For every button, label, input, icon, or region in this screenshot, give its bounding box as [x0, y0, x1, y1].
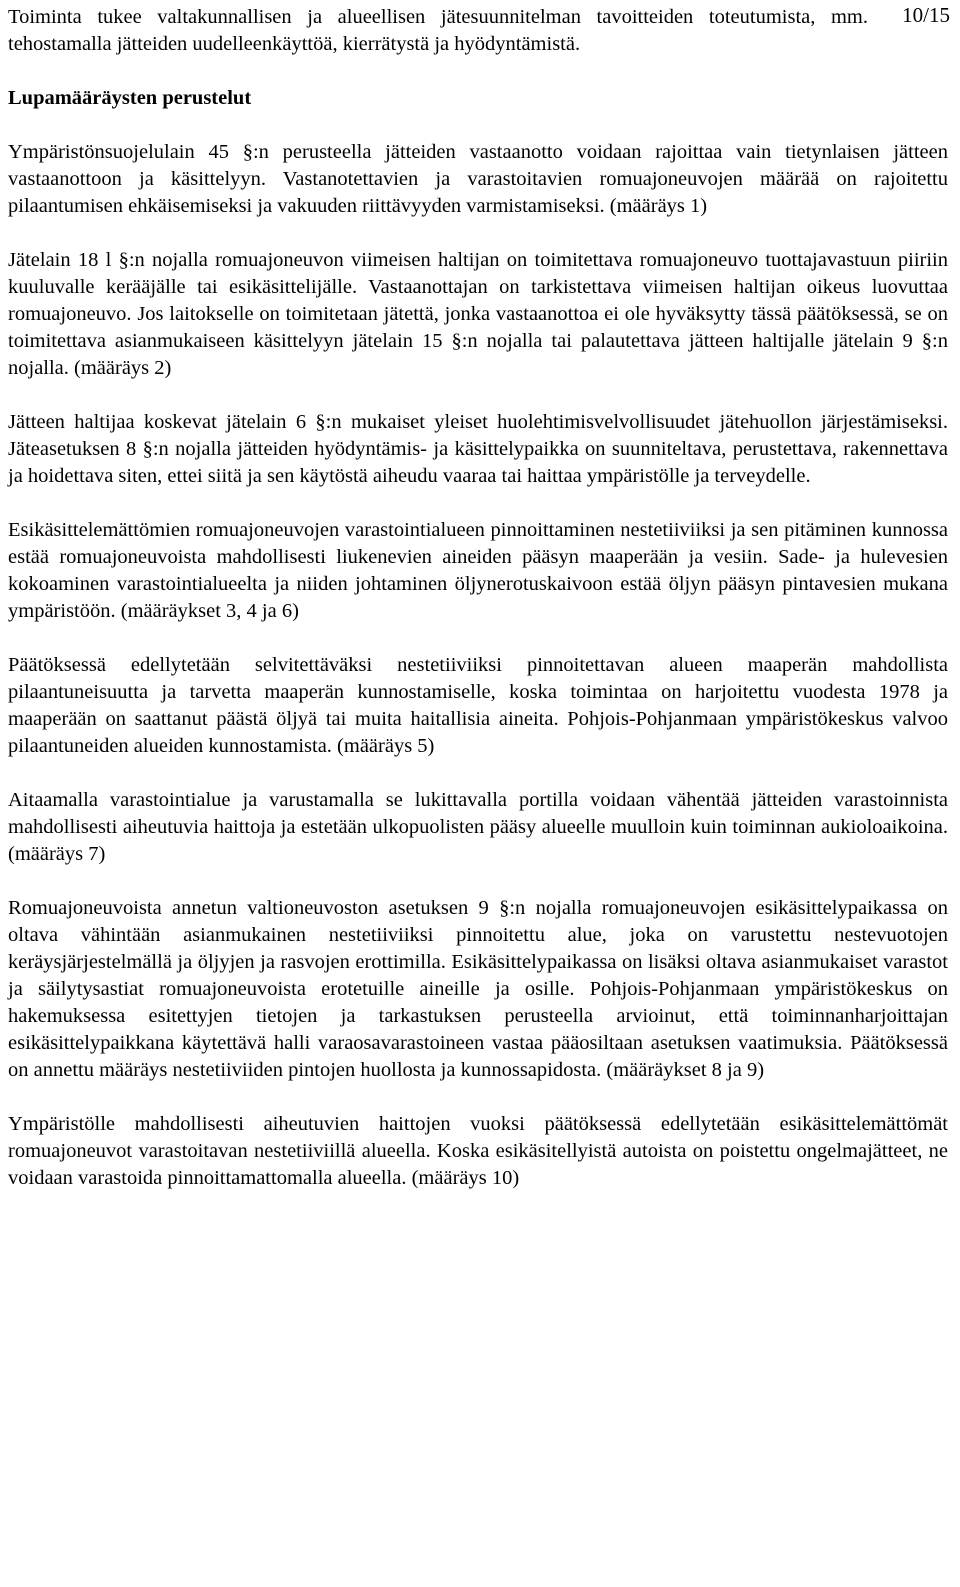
paragraph-2: Jätelain 18 l §:n nojalla romuajoneuvon viimeisen haltijan on toimitettava romuajoneuvo tuottajavastuun piiriin kuuluvalle kerääjälle tai esikäsittelijälle. Vastaanottajan on tarkistettava viimeisen haltijan oikeus luovuttaa romuajoneuvo. Jos laitokselle on toimitetaan jätettä, jonka vastaanottoa ei ole hyväksytty tässä päätöksessä, se on toimitettava asianmukaiseen käsittelyyn jätelain 15 §:n nojalla tai palautettava jätteen haltijalle jätelain 9 §:n nojalla. (määräys 2)	[8, 249, 948, 379]
page-number: 10/15	[902, 3, 950, 27]
paragraph-7: Romuajoneuvoista annetun valtioneuvoston asetuksen 9 §:n nojalla romuajoneuvojen esikäsittelypaikassa on oltava vähintään asianmukainen nestetiiviiksi pinnoitettu alue, joka on varustettu nestevuotojen keräysjärjestelmällä ja öljyjen ja rasvojen erottimilla. Esikäsittelypaikassa on lisäksi oltava asianmukaiset varastot ja säilytysastiat romuajoneuvoista erotetuille aineille ja osille. Pohjois-Pohjanmaan ympäristökeskus on hakemuksessa esitettyjen tietojen ja tarkastuksen perusteella arvioinut, että toiminnanharjoittajan esikäsittelypaikkana käytettävä halli varaosavarastoineen vastaa pääosiltaan asetuksen vaatimuksia. Päätöksessä on annettu määräys nestetiiviiden pintojen huollosta ja kunnossapidosta. (määräykset 8 ja 9)	[8, 897, 948, 1081]
paragraph-4: Esikäsittelemättömien romuajoneuvojen varastointialueen pinnoittaminen nestetiiviiksi ja sen pitäminen kunnossa estää romuajoneuvoista mahdollisesti liukenevien aineiden pääsyn maaperään ja vesiin. Sade- ja hulevesien kokoaminen varastointialueelta ja niiden johtaminen öljynerotuskaivoon estää öljyn pääsyn pintavesien mukana ympäristöön. (määräykset 3, 4 ja 6)	[8, 519, 948, 622]
paragraph-1: Ympäristönsuojelulain 45 §:n perusteella jätteiden vastaanotto voidaan rajoittaa vain tietynlaisen jätteen vastaanottoon ja käsittelyyn. Vastanotettavien ja varastoitavien romuajoneuvojen määrää on rajoitettu pilaantumisen ehkäisemiseksi ja vakuuden riittävyyden varmistamiseksi. (määräys 1)	[8, 141, 948, 217]
section-heading: Lupamääräysten perustelut	[8, 87, 252, 109]
intro-paragraph: Toiminta tukee valtakunnallisen ja alueellisen jätesuunnitelman tavoitteiden toteutumista, mm. tehostamalla jätteiden uudelleenkäyttöä, kierrätystä ja hyödyntämistä.	[8, 6, 868, 55]
paragraph-5: Päätöksessä edellytetään selvitettäväksi nestetiiviiksi pinnoitettavan alueen maaperän mahdollista pilaantuneisuutta ja tarvetta maaperän kunnostamiselle, koska toimintaa on harjoitettu vuodesta 1978 ja maaperään on saattanut päästä öljyä tai muita haitallisia aineita. Pohjois-Pohjanmaan ympäristökeskus valvoo pilaantuneiden alueiden kunnostamista. (määräys 5)	[8, 654, 948, 757]
paragraph-8: Ympäristölle mahdollisesti aiheutuvien haittojen vuoksi päätöksessä edellytetään esikäsittelemättömät romuajoneuvot varastoitavan nestetiiviillä alueella. Koska esikäsitellyistä autoista on poistettu ongelmajätteet, ne voidaan varastoida pinnoittamattomalla alueella. (määräys 10)	[8, 1113, 948, 1189]
paragraph-6: Aitaamalla varastointialue ja varustamalla se lukittavalla portilla voidaan vähentää jätteiden varastoinnista mahdollisesti aiheutuvia haittoja ja estetään ulkopuolisten pääsy alueelle muulloin kuin toiminnan aukioloaikoina. (määräys 7)	[8, 789, 948, 865]
paragraph-3: Jätteen haltijaa koskevat jätelain 6 §:n mukaiset yleiset huolehtimisvelvollisuudet jätehuollon järjestämiseksi. Jäteasetuksen 8 §:n nojalla jätteiden hyödyntämis- ja käsittelypaikka on suunniteltava, perustettava, rakennettava ja hoidettava siten, ettei siitä ja sen käytöstä aiheudu vaaraa tai haittaa ympäristölle ja terveydelle.	[8, 411, 948, 487]
